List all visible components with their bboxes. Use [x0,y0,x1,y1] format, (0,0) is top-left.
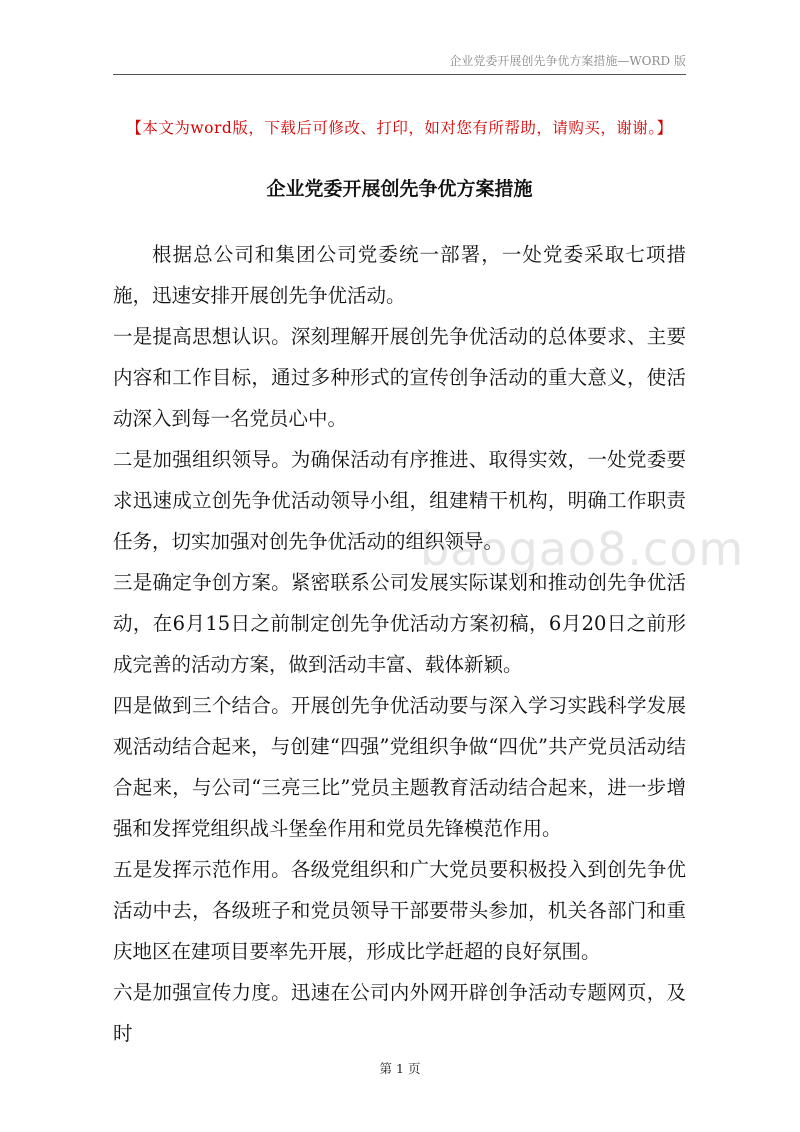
purchase-notice: 【本文为word版，下载后可修改、打印，如对您有所帮助，请购买，谢谢。】 [126,119,673,137]
paragraph-measure-2: 二是加强组织领导。为确保活动有序推进、取得实效，一处党委要求迅速成立创先争优活动领导小组，组建精干机构，明确工作职责任务，切实加强对创先争优活动的组织领导。 [113,448,686,553]
page-header [113,50,686,75]
watermark-text: baogao8.com [420,522,745,576]
document-body [113,234,686,1054]
paragraph-intro: 根据总公司和集团公司党委统一部署，一处党委采取七项措施，迅速安排开展创先争优活动。 [113,243,686,307]
paragraph-measure-4: 四是做到三个结合。开展创先争优活动要与深入学习实践科学发展观活动结合起来，与创建“四强”党组织争做“四优”共产党员活动结合起来，与公司“三亮三比”党员主题教育活动结合起来，进一步增强和发挥党组织战斗堡垒作用和党员先锋模范作用。 [113,694,686,840]
header-text: 企业党委开展创先争优方案措施—WORD 版 [449,54,686,68]
paragraph-measure-1: 一是提高思想认识。深刻理解开展创先争优活动的总体要求、主要内容和工作目标，通过多种形式的宣传创争活动的重大意义，使活动深入到每一名党员心中。 [113,325,686,430]
paragraph-measure-3: 三是确定争创方案。紧密联系公司发展实际谋划和推动创先争优活动，在6月15日之前制定创先争优活动方案初稿，6月20日之前形成完善的活动方案，做到活动丰富、载体新颖。 [113,571,686,676]
paragraph-measure-5: 五是发挥示范作用。各级党组织和广大党员要积极投入到创先争优活动中去，各级班子和党员领导干部要带头参加，机关各部门和重庆地区在建项目要率先开展，形成比学赶超的良好氛围。 [113,858,686,963]
page-number: 第 1 页 [379,1061,421,1076]
document-title: 企业党委开展创先争优方案措施 [266,178,533,200]
paragraph-measure-6: 六是加强宣传力度。迅速在公司内外网开辟创争活动专题网页，及时 [113,981,686,1045]
